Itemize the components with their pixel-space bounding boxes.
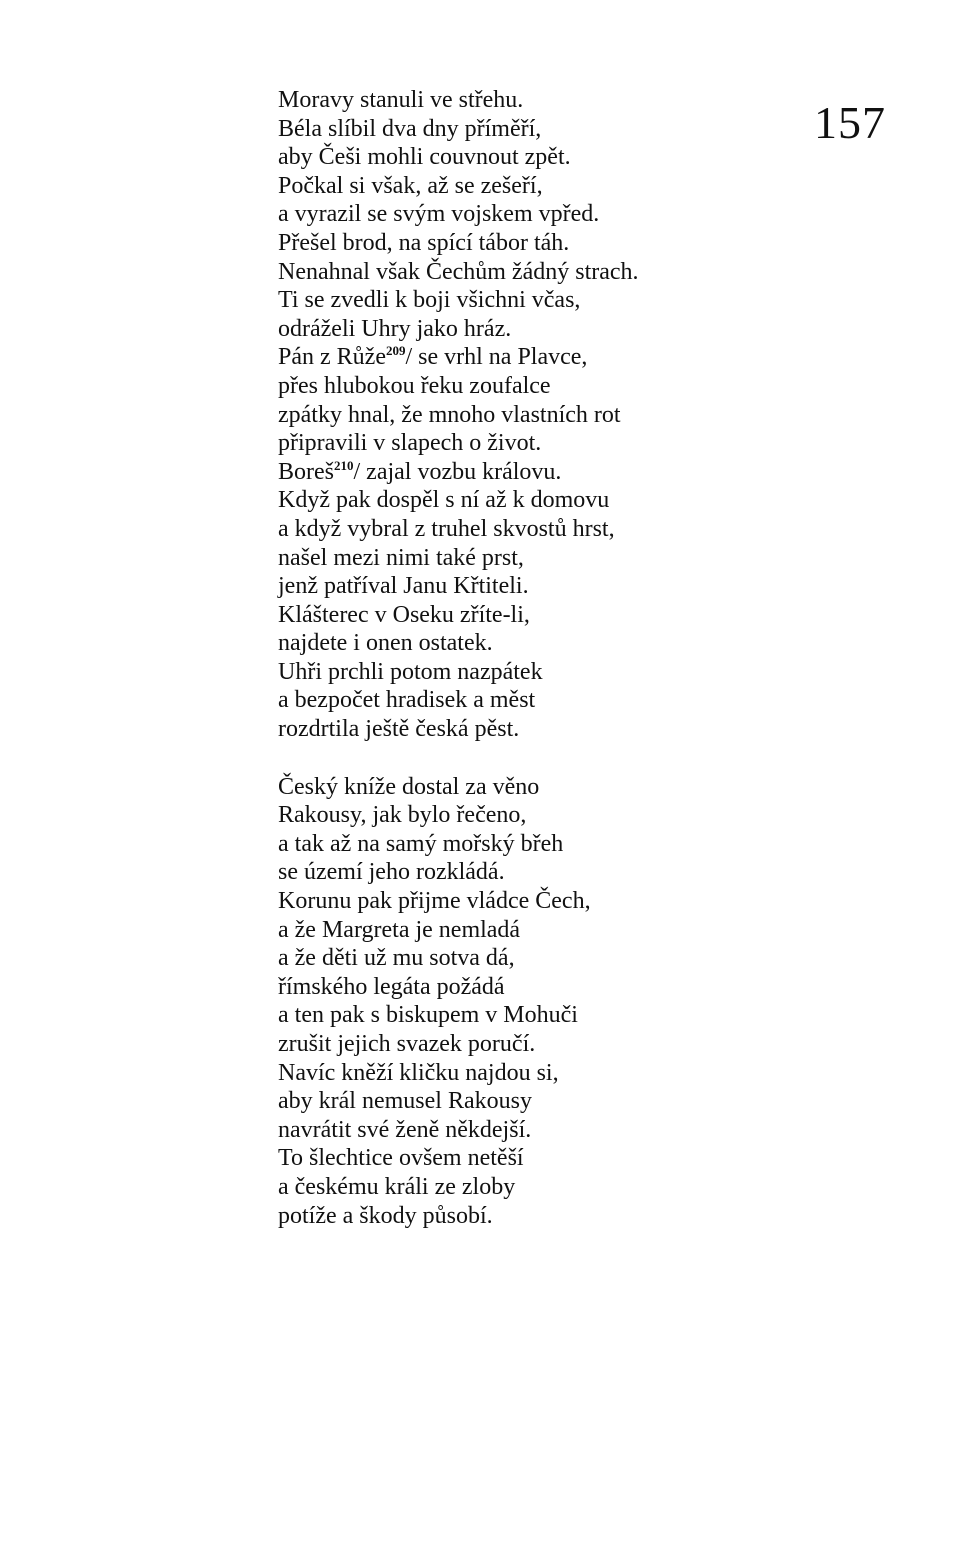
poem-line: římského legáta požádá	[278, 973, 505, 1000]
poem-line: Když pak dospěl s ní až k domovu	[278, 487, 610, 514]
poem-line: odráželi Uhry jako hráz.	[278, 315, 512, 342]
poem-line: zrušit jejich svazek poručí.	[278, 1031, 536, 1057]
poem-line-with-footnote	[278, 458, 838, 487]
poem-line: rozdrtila ještě česká pěst.	[278, 716, 520, 743]
poem-line: Klášterec v Oseku zříte-li,	[278, 601, 530, 628]
poem-line: a když vybral z truhel skvostů hrst,	[278, 515, 615, 542]
line-text: / se vrhl na Plavce,	[405, 344, 588, 371]
poem-line: Český kníže dostal za věno	[278, 773, 540, 800]
poem-line: To šlechtice ovšem netěší	[278, 1145, 524, 1172]
poem-line: jenž patříval Janu Křtiteli.	[278, 573, 529, 600]
poem-line: najdete i onen ostatek.	[278, 630, 493, 657]
line-text: Pán z Růže	[278, 344, 386, 371]
poem-line: se území jeho rozkládá.	[278, 859, 505, 886]
poem-line-with-footnote	[278, 343, 838, 372]
stanza-2	[278, 773, 838, 1231]
poem-line: Navíc kněží kličku najdou si,	[278, 1059, 559, 1086]
poem-line: Uhři prchli potom nazpátek	[278, 658, 543, 685]
poem-line: a tak až na samý mořský břeh	[278, 830, 564, 857]
poem-line: a že děti už mu sotva dá,	[278, 945, 515, 972]
poem-line: potíže a škody působí.	[278, 1202, 493, 1229]
poem-line: a že Margreta je nemladá	[278, 916, 521, 943]
poem-line: aby král nemusel Rakousy	[278, 1088, 532, 1115]
poem-line: našel mezi nimi také prst,	[278, 544, 524, 571]
poem-line: Přešel brod, na spící tábor táh.	[278, 229, 570, 256]
poem-line: navrátit své ženě někdejší.	[278, 1116, 532, 1143]
poem-line: Korunu pak přijme vládce Čech,	[278, 888, 591, 915]
poem-line: přes hlubokou řeku zoufalce	[278, 372, 551, 399]
poem-line: a vyrazil se svým vojskem vpřed.	[278, 201, 600, 228]
poem-line: a bezpočet hradisek a měst	[278, 687, 536, 714]
poem-line: Moravy stanuli ve střehu.	[278, 87, 524, 113]
poem-line: Rakousy, jak bylo řečeno,	[278, 802, 527, 829]
poem-line: a českému králi ze zloby	[278, 1173, 516, 1200]
poem-line: aby Češi mohli couvnout zpět.	[278, 144, 571, 171]
poem-text	[278, 86, 838, 1230]
stanza-1	[278, 86, 838, 744]
poem-line: připravili v slapech o život.	[278, 430, 542, 457]
poem-line: Ti se zvedli k boji všichni včas,	[278, 287, 581, 314]
poem-line: Nenahnal však Čechům žádný strach.	[278, 258, 639, 285]
page-number: 157	[814, 97, 886, 148]
poem-line: Počkal si však, až se zešeří,	[278, 172, 543, 199]
line-text: Boreš	[278, 458, 334, 485]
line-text: / zajal vozbu královu.	[353, 458, 562, 485]
footnote-ref: 210	[334, 457, 354, 473]
poem-line: Béla slíbil dva dny příměří,	[278, 115, 542, 142]
poem-line: zpátky hnal, že mnoho vlastních rot	[278, 401, 621, 428]
poem-line: a ten pak s biskupem v Mohuči	[278, 1002, 578, 1029]
footnote-ref: 209	[385, 343, 406, 359]
